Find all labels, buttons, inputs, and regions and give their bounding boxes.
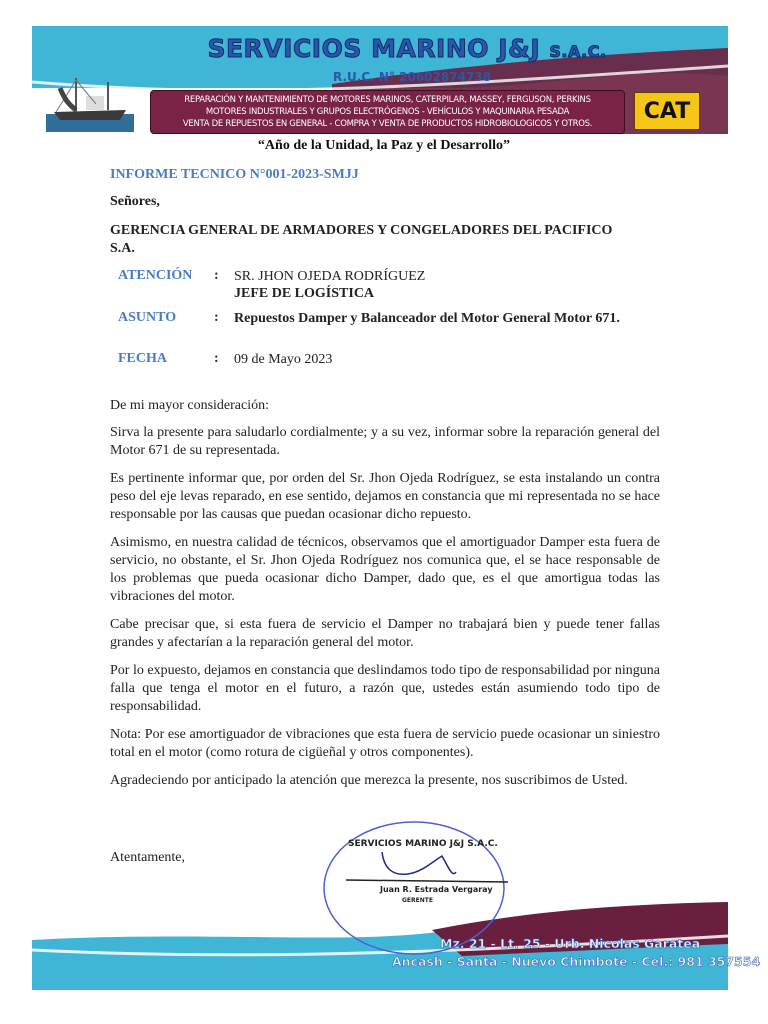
recipient-company: GERENCIA GENERAL DE ARMADORES Y CONGELADORES DEL PACIFICO S.A. [110,223,613,256]
attention-name: SR. JHON OJEDA RODRÍGUEZ [234,269,426,284]
services-line: REPARACIÓN Y MANTENIMIENTO DE MOTORES MARINOS, CATERPILAR, MASSEY, FERGUSON, PERKINS [184,95,591,105]
company-suffix: S.A.C. [549,42,607,61]
body-paragraph: Asimismo, en nuestra calidad de técnicos, observamos que el amortiguador Damper esta fuera de servicio, no obstante, el Sr. Jhon Ojeda Rodríguez nos comunica que, el se hace responsable de los problemas que pueda ocasionar dicho Damper, dado que, es el que amortigua todas las vibraciones del motor. [110,535,660,604]
company-stamp [322,816,522,956]
subject-colon: : [214,310,219,325]
subject-label: ASUNTO [118,310,177,325]
date-colon: : [214,351,219,366]
services-box [150,90,625,134]
salutation: De mi mayor consideración: [110,398,270,413]
attention-role: JEFE DE LOGÍSTICA [234,286,375,301]
services-line: MOTORES INDUSTRIALES Y GRUPOS ELECTRÓGENOS - VEHÍCULOS Y MAQUINARIA PESADA [205,107,570,117]
cat-logo: CAT [634,92,700,130]
closing: Atentamente, [110,850,186,865]
body-paragraph: Nota: Por ese amortiguador de vibraciones que esta fuera de servicio puede ocasionar un siniestro total en el motor (como rotura de cigüeñal y otros componentes). [110,727,660,760]
stamp-title: GERENTE [402,897,433,904]
services-line: VENTA DE REPUESTOS EN GENERAL - COMPRA Y VENTA DE PRODUCTOS HIDROBIOLOGICOS Y OTROS. [182,119,593,129]
footer-address-line1: Mz. 21 - Lt. 25 - Urb. Nicolas Garatea [440,936,701,951]
body-paragraph: Cabe precisar que, si esta fuera de servicio el Damper no trabajará bien y puede tener fallas grandes y afectarían a la reparación general del motor. [110,617,660,650]
signature-scribble [382,852,456,874]
attention-colon: : [214,268,219,283]
ruc-number: R.U.C. N° 20602874738 [333,70,491,84]
stamp-signer: Juan R. Estrada Vergaray [380,885,493,894]
greeting: Señores, [110,194,160,209]
stamp-company-text: SERVICIOS MARINO J&J S.A.C. [348,839,498,849]
date-value: 09 de Mayo 2023 [234,352,333,367]
company-name [192,34,622,63]
body-paragraph: Agradeciendo por anticipado la atención que merezca la presente, nos suscribimos de Usted. [110,773,628,788]
attention-value [234,268,644,302]
date-label: FECHA [118,351,167,366]
footer-address-line2: Ancash - Santa - Nuevo Chimbote - Cel.: 981 357554 [392,954,761,969]
fishing-boat-image [46,74,134,132]
company-name-text: SERVICIOS MARINO J&J [207,34,541,63]
subject-value: Repuestos Damper y Balanceador del Motor General Motor 671. [234,311,620,326]
signature-line [346,880,508,882]
attention-label: ATENCIÓN [118,268,193,283]
year-motto: “Año de la Unidad, la Paz y el Desarrollo” [257,138,511,153]
body-paragraph: Sirva la presente para saludarlo cordialmente; y a su vez, informar sobre la reparación general del Motor 671 de su representada. [110,425,660,458]
body-paragraph: Es pertinente informar que, por orden del Sr. Jhon Ojeda Rodríguez, se esta instalando un contra peso del eje levas reparado, en ese sentido, dejamos en constancia que mi representada no se hace responsable por las causas que puedan ocasionar dicho repuesto. [110,471,660,522]
body-paragraph: Por lo expuesto, dejamos en constancia que deslindamos todo tipo de responsabilidad por ninguna falla que tenga el motor en el futuro, a razón que, ustedes están asumiendo todo tipo de responsabilidad. [110,663,660,714]
letterhead [32,26,728,138]
report-number: INFORME TECNICO N°001-2023-SMJJ [110,167,359,182]
